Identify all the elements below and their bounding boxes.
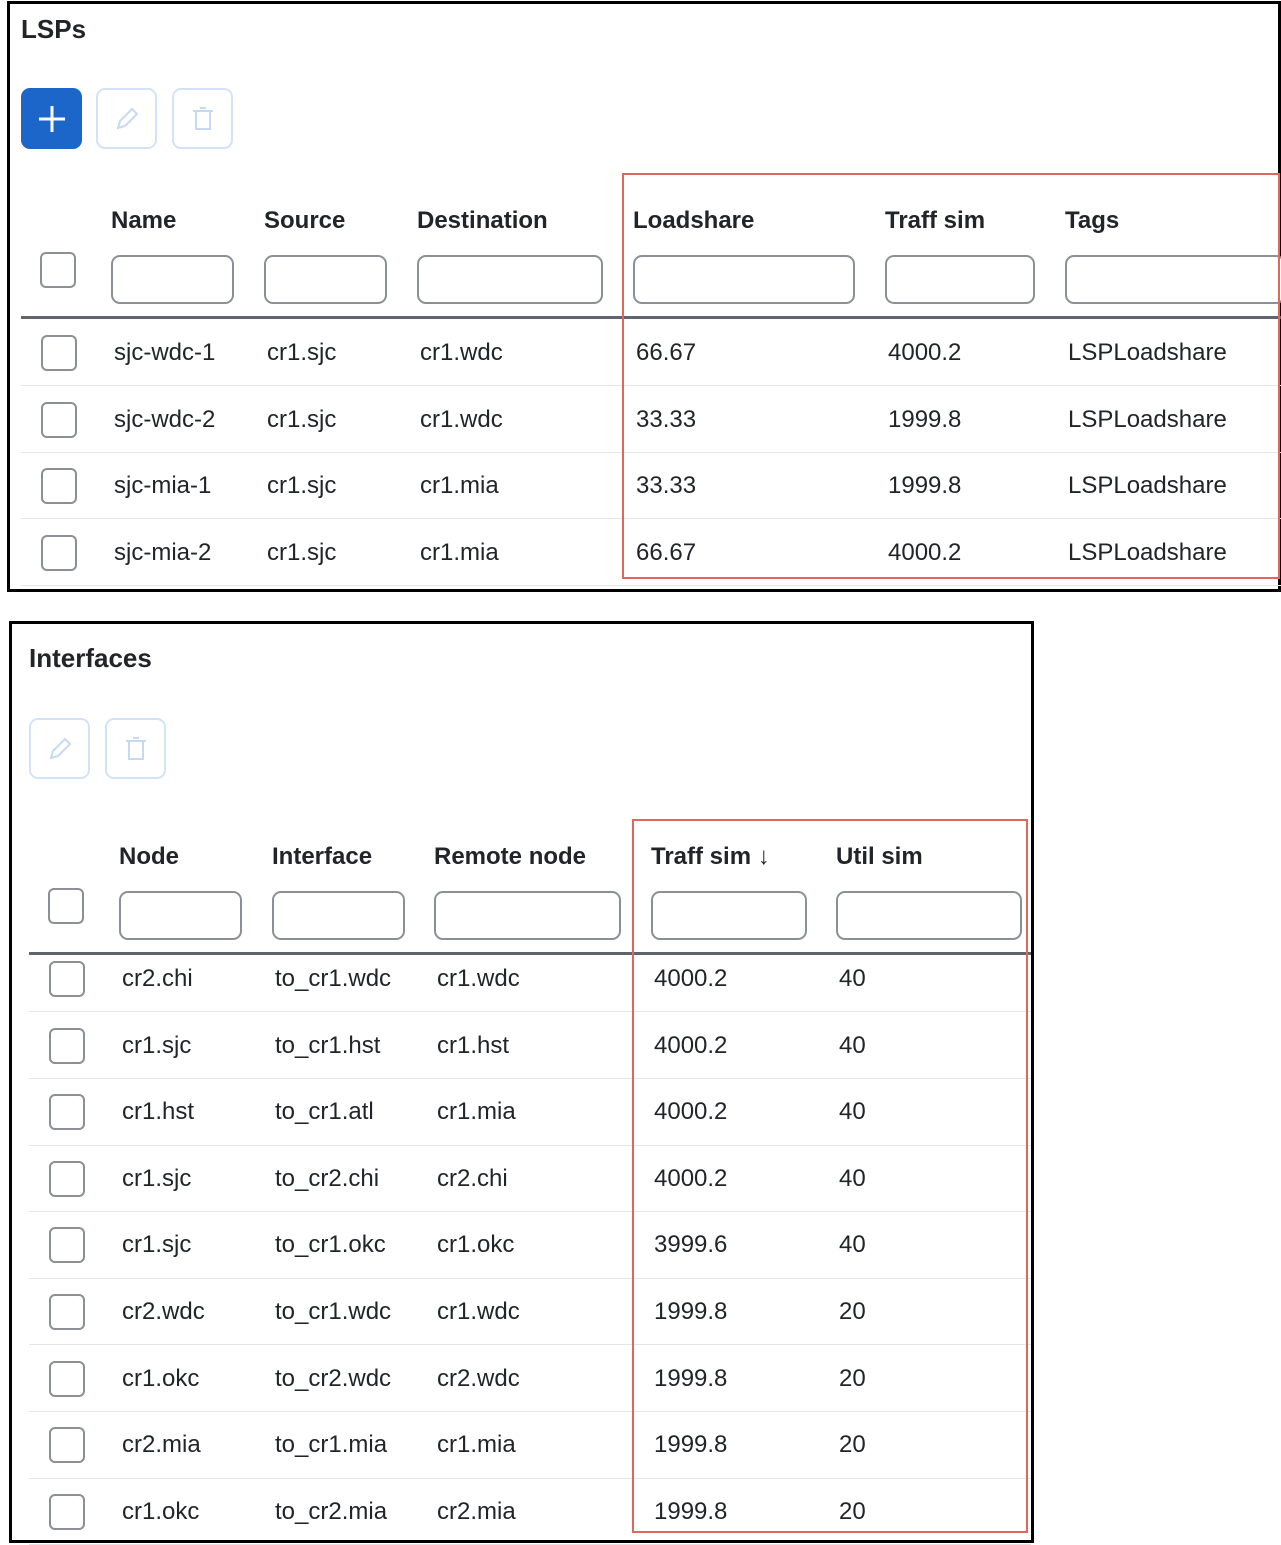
row-checkbox[interactable] [49,1094,85,1130]
column-filter-input[interactable] [885,255,1035,304]
column-header[interactable]: Tags [1065,207,1120,234]
table-cell: cr2.wdc [122,1298,205,1325]
lsps-title: LSPs [21,14,87,44]
table-cell: 20 [839,1298,866,1325]
edit-interface-button[interactable] [29,718,90,779]
table-cell: LSPLoadshare [1068,538,1227,566]
column-filter-input[interactable] [1065,255,1281,304]
row-divider [29,1411,1031,1412]
edit-lsp-button[interactable] [96,88,157,149]
table-cell: to_cr1.okc [275,1231,386,1259]
table-cell: LSPLoadshare [1068,472,1227,499]
table-cell: to_cr2.wdc [275,1364,392,1392]
column-filter-input[interactable] [272,891,405,940]
table-cell: 1999.8 [654,1497,728,1525]
table-cell: to_cr1.wdc [275,1298,392,1325]
table-cell: 20 [839,1431,866,1459]
pencil-icon [45,734,75,764]
column-header[interactable]: Name [111,207,177,234]
column-header[interactable]: Traff sim ↓ [651,843,770,870]
column-header[interactable]: Source [264,207,346,234]
row-divider [29,1011,1031,1012]
table-cell: 33.33 [636,405,697,433]
table-cell: cr2.mia [437,1497,516,1525]
delete-interface-button[interactable] [105,718,166,779]
delete-lsp-button[interactable] [172,88,233,149]
table-cell: cr1.wdc [420,339,503,366]
table-cell: cr1.sjc [267,339,337,366]
table-cell: cr1.wdc [420,405,503,433]
select-all-checkbox[interactable] [40,252,76,288]
table-cell: cr2.mia [122,1431,201,1459]
table-cell: 33.33 [636,472,697,499]
table-cell: cr1.sjc [122,1164,192,1192]
column-filter-input[interactable] [434,891,621,940]
table-cell: 1999.8 [654,1364,728,1392]
table-cell: cr1.hst [122,1098,195,1126]
header-divider [21,316,1281,319]
trash-icon [188,104,218,134]
table-cell: 4000.2 [654,965,728,992]
table-cell: cr1.okc [122,1364,200,1392]
column-header[interactable]: Loadshare [633,207,755,234]
row-divider [29,1145,1031,1146]
table-cell: cr2.chi [122,965,193,992]
table-cell: 4000.2 [654,1031,728,1059]
table-cell: 1999.8 [888,472,962,499]
table-cell: to_cr1.wdc [275,965,392,992]
row-divider [21,385,1281,386]
table-cell: LSPLoadshare [1068,339,1227,366]
table-cell: to_cr1.mia [275,1431,388,1459]
row-checkbox[interactable] [49,1227,85,1263]
table-cell: to_cr1.atl [275,1098,374,1126]
row-checkbox[interactable] [49,1028,85,1064]
plus-icon [37,104,67,134]
column-filter-input[interactable] [633,255,855,304]
table-cell: cr1.mia [437,1431,516,1459]
column-header[interactable]: Traff sim [885,207,986,234]
table-cell: cr1.okc [122,1497,200,1525]
row-checkbox[interactable] [49,1494,85,1530]
column-filter-input[interactable] [651,891,807,940]
row-divider [21,585,1281,586]
table-cell: 20 [839,1364,866,1392]
table-cell: 40 [839,1231,866,1259]
table-cell: 66.67 [636,538,697,566]
table-cell: 40 [839,1164,866,1192]
row-divider [29,1344,1031,1345]
table-cell: cr1.mia [420,472,499,499]
table-cell: 4000.2 [888,538,962,566]
table-cell: cr2.chi [437,1164,508,1192]
column-filter-input[interactable] [111,255,234,304]
column-filter-input[interactable] [836,891,1022,940]
table-cell: sjc-mia-2 [114,538,212,566]
row-divider [29,1211,1031,1212]
column-filter-input[interactable] [119,891,242,940]
table-cell: cr1.hst [437,1031,510,1059]
table-cell: 4000.2 [888,339,962,366]
row-checkbox[interactable] [49,1161,85,1197]
column-filter-input[interactable] [417,255,603,304]
table-cell: 66.67 [636,339,697,366]
table-cell: cr2.wdc [437,1364,520,1392]
column-header[interactable]: Interface [272,843,373,870]
table-cell: cr1.wdc [437,965,520,992]
table-cell: 1999.8 [654,1431,728,1459]
table-cell: cr1.sjc [122,1031,192,1059]
column-filter-input[interactable] [264,255,387,304]
row-divider [29,1478,1031,1479]
table-cell: 40 [839,1031,866,1059]
row-checkbox[interactable] [41,535,77,571]
table-cell: 40 [839,965,866,992]
table-cell: 3999.6 [654,1231,728,1259]
table-cell: cr1.sjc [122,1231,192,1259]
column-header[interactable]: Destination [417,207,548,234]
row-divider [29,1278,1031,1279]
table-cell: cr1.wdc [437,1298,520,1325]
table-cell: to_cr1.hst [275,1031,381,1059]
add-lsp-button[interactable] [21,88,82,149]
table-cell: cr1.sjc [267,472,337,499]
interfaces-title: Interfaces [29,643,152,673]
row-divider [21,452,1281,453]
row-divider [29,1078,1031,1079]
table-cell: cr1.sjc [267,405,337,433]
select-all-checkbox[interactable] [48,888,84,924]
column-header[interactable]: Util sim [836,843,923,870]
row-checkbox[interactable] [49,1361,85,1397]
table-cell: cr1.mia [437,1098,516,1126]
table-cell: 4000.2 [654,1164,728,1192]
pencil-icon [112,104,142,134]
row-divider [21,518,1281,519]
header-divider [29,952,1031,955]
row-checkbox[interactable] [49,961,85,997]
table-cell: sjc-wdc-1 [114,339,216,366]
table-cell: sjc-wdc-2 [114,405,216,433]
table-cell: 40 [839,1098,866,1126]
table-cell: cr1.okc [437,1231,515,1259]
row-checkbox[interactable] [41,468,77,504]
row-checkbox[interactable] [49,1427,85,1463]
column-header[interactable]: Node [119,843,179,870]
row-checkbox[interactable] [41,402,77,438]
table-cell: cr1.mia [420,538,499,566]
row-checkbox[interactable] [49,1294,85,1330]
table-cell: 1999.8 [654,1298,728,1325]
table-cell: 20 [839,1497,866,1525]
table-cell: cr1.sjc [267,538,337,566]
table-cell: to_cr2.mia [275,1497,388,1525]
table-cell: 1999.8 [888,405,962,433]
table-cell: LSPLoadshare [1068,405,1227,433]
trash-icon [121,734,151,764]
column-header[interactable]: Remote node [434,843,587,870]
table-cell: 4000.2 [654,1098,728,1126]
row-checkbox[interactable] [41,335,77,371]
table-cell: sjc-mia-1 [114,472,212,499]
table-cell: to_cr2.chi [275,1164,380,1192]
